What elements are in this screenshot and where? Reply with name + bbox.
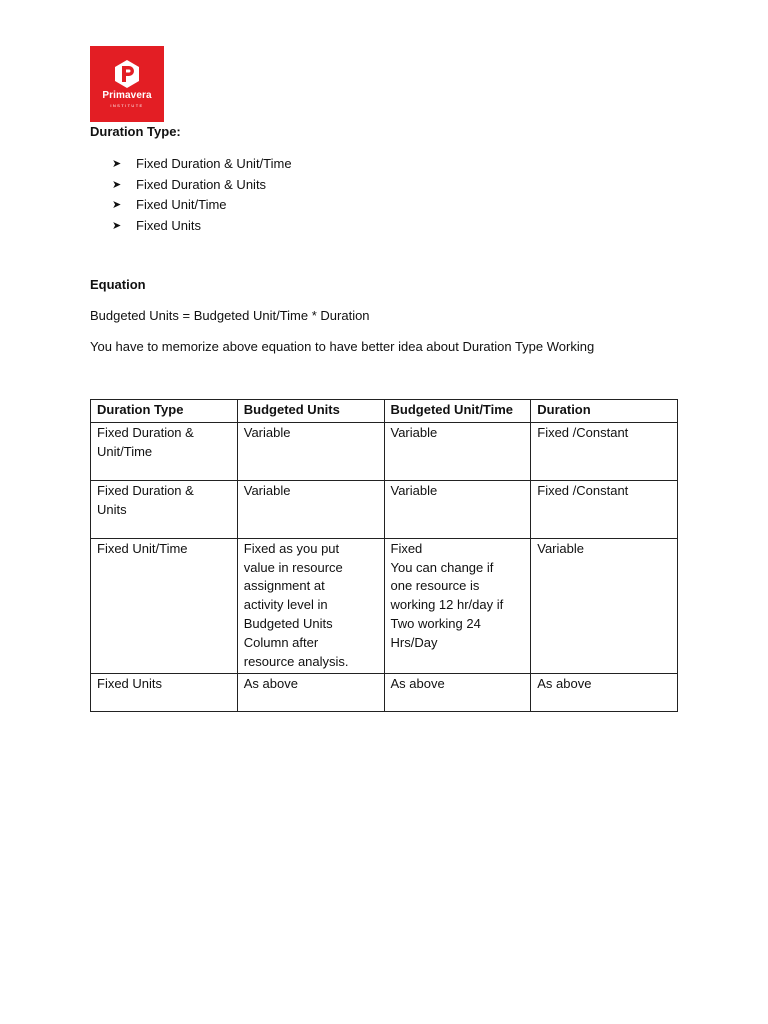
table-cell: As above bbox=[237, 674, 384, 712]
table-cell: Variable bbox=[384, 422, 531, 480]
table-cell: Variable bbox=[384, 480, 531, 538]
table-cell: Fixed You can change if one resource is working 12 hr/day if Two working 24 Hrs/Day bbox=[384, 538, 531, 674]
header-duration-type: Duration Type bbox=[91, 400, 238, 423]
equation-note: You have to memorize above equation to have better idea about Duration Type Working bbox=[90, 339, 595, 354]
arrow-bullet-icon: ➤ bbox=[112, 199, 122, 212]
equation-formula: Budgeted Units = Budgeted Unit/Time * Duration bbox=[90, 308, 370, 323]
table-row bbox=[91, 538, 678, 674]
table-cell: Variable bbox=[531, 538, 678, 674]
duration-type-heading: Duration Type: bbox=[90, 124, 181, 139]
table-row bbox=[91, 422, 678, 480]
table-cell: Fixed Duration & Unit/Time bbox=[91, 422, 238, 480]
duration-type-table bbox=[90, 399, 678, 712]
list-item: ➤ Fixed Units bbox=[112, 217, 202, 233]
header-budgeted-units: Budgeted Units bbox=[237, 400, 384, 423]
arrow-bullet-icon: ➤ bbox=[112, 158, 122, 171]
logo-subtitle: INSTITUTE bbox=[110, 103, 144, 108]
table-header-row bbox=[91, 400, 678, 423]
logo-name: Primavera bbox=[102, 90, 152, 101]
header-budgeted-unit-time: Budgeted Unit/Time bbox=[384, 400, 531, 423]
table-row bbox=[91, 674, 678, 712]
primavera-mark-icon bbox=[90, 46, 164, 122]
equation-heading: Equation bbox=[90, 277, 146, 292]
table-cell: Variable bbox=[237, 480, 384, 538]
primavera-logo bbox=[90, 46, 164, 122]
arrow-bullet-icon: ➤ bbox=[112, 219, 122, 232]
duration-type-list bbox=[112, 154, 292, 236]
list-item: ➤ Fixed Unit/Time bbox=[112, 197, 227, 213]
list-item: ➤ Fixed Duration & Units bbox=[112, 176, 267, 192]
table-cell: Fixed Duration & Units bbox=[91, 480, 238, 538]
table-cell: As above bbox=[384, 674, 531, 712]
table-cell: Fixed as you put value in resource assignment at activity level in Budgeted Units Column after resource analysis. bbox=[237, 538, 384, 674]
table-cell: Fixed /Constant bbox=[531, 422, 678, 480]
table-cell: Variable bbox=[237, 422, 384, 480]
header-duration: Duration bbox=[531, 400, 678, 423]
list-item: ➤ Fixed Duration & Unit/Time bbox=[112, 156, 292, 172]
table-row bbox=[91, 480, 678, 538]
table-cell: As above bbox=[531, 674, 678, 712]
table-cell: Fixed Units bbox=[91, 674, 238, 712]
arrow-bullet-icon: ➤ bbox=[112, 178, 122, 191]
table-cell: Fixed /Constant bbox=[531, 480, 678, 538]
table-cell: Fixed Unit/Time bbox=[91, 538, 238, 674]
